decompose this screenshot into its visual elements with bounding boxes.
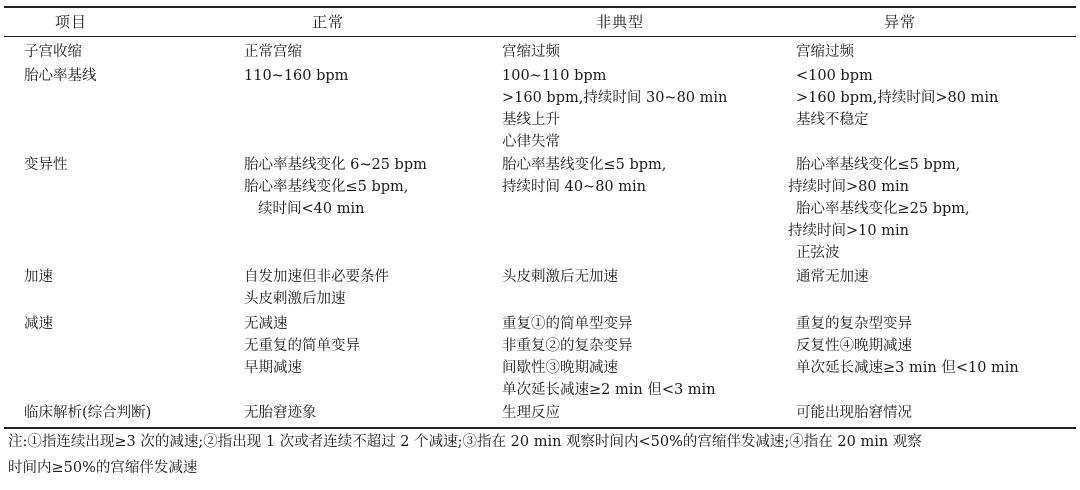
table-cell-abnormal-row5-line1: 重复的复杂型变异: [796, 316, 912, 332]
table-cell-normal-row4-line1: 自发加速但非必要条件: [244, 269, 389, 285]
table-cell-abnormal-row4-line1: 通常无加速: [796, 269, 869, 285]
table-cell-atypical-row2-line3: 基线上升: [502, 112, 560, 128]
table-cell-normal-row5-line2: 无重复的简单变异: [244, 338, 360, 354]
table-cell-item-row4-line1: 加速: [24, 269, 53, 285]
footnote-line-1: 注:①指连续出现≥3 次的减速;②指出现 1 次或者连续不超过 2 个减速;③指在 20 min 观察时间内<50%的宫缩伴发减速;④指在 20 min 观察: [8, 434, 922, 450]
table-cell-atypical-row3-line1: 胎心率基线变化≤5 bpm,: [502, 157, 667, 173]
table-cell-atypical-row2-line1: 100~110 bpm: [502, 68, 607, 84]
table-cell-item-row3-line1: 变异性: [24, 157, 68, 173]
table-cell-abnormal-row2-line2: >160 bpm,持续时间>80 min: [796, 90, 999, 106]
table-top-rule: [4, 6, 1076, 8]
table-bottom-rule: [4, 427, 1076, 429]
table-cell-item-row5-line1: 减速: [24, 316, 53, 332]
table-cell-normal-row3-line2: 胎心率基线变化≤5 bpm,: [244, 179, 409, 195]
table-cell-abnormal-row2-line1: <100 bpm: [796, 68, 873, 84]
table-cell-atypical-row2-line2: >160 bpm,持续时间 30~80 min: [502, 90, 728, 106]
table-header-rule: [4, 36, 1076, 37]
table-cell-atypical-row6-line1: 生理反应: [502, 405, 560, 421]
table-cell-normal-row3-line1: 胎心率基线变化 6~25 bpm: [244, 157, 427, 173]
table-cell-atypical-row5-line4: 单次延长减速≥2 min 但<3 min: [502, 382, 716, 398]
table-cell-atypical-row4-line1: 头皮刺激后无加速: [502, 269, 618, 285]
table-cell-atypical-row5-line3: 间歇性③晚期减速: [502, 360, 618, 376]
table-cell-abnormal-row3-line2: 持续时间>80 min: [788, 179, 909, 195]
column-header-item: 项目: [55, 13, 88, 31]
table-cell-abnormal-row3-line5: 正弦波: [796, 245, 840, 261]
table-cell-abnormal-row6-line1: 可能出现胎窘情况: [796, 405, 912, 421]
table-cell-normal-row6-line1: 无胎窘迹象: [244, 405, 317, 421]
table-cell-normal-row1-line1: 正常宫缩: [244, 44, 302, 60]
table-cell-normal-row2-line1: 110~160 bpm: [244, 68, 349, 84]
table-cell-abnormal-row3-line4: 持续时间>10 min: [788, 223, 909, 239]
table-cell-atypical-row1-line1: 宫缩过频: [502, 44, 560, 60]
column-header-normal: 正常: [312, 13, 345, 31]
table-cell-atypical-row3-line2: 持续时间 40~80 min: [502, 179, 646, 195]
table-cell-atypical-row5-line2: 非重复②的复杂变异: [502, 338, 633, 354]
column-header-atypical: 非典型: [596, 13, 645, 31]
table-cell-normal-row5-line3: 早期减速: [244, 360, 302, 376]
table-cell-abnormal-row1-line1: 宫缩过频: [796, 44, 854, 60]
table-cell-item-row6-line1: 临床解析(综合判断): [24, 405, 152, 421]
table-cell-atypical-row5-line1: 重复①的简单型变异: [502, 316, 633, 332]
footnote-line-2: 时间内≥50%的宫缩伴发减速: [8, 460, 198, 476]
table-cell-abnormal-row5-line2: 反复性④晚期减速: [796, 338, 912, 354]
table-cell-abnormal-row3-line3: 胎心率基线变化≥25 bpm,: [796, 201, 970, 217]
table-cell-item-row2-line1: 胎心率基线: [24, 68, 97, 84]
table-cell-item-row1-line1: 子宫收缩: [24, 44, 82, 60]
table-cell-normal-row3-line3: 续时间<40 min: [258, 201, 365, 217]
table-cell-normal-row5-line1: 无减速: [244, 316, 288, 332]
column-header-abnormal: 异常: [884, 13, 917, 31]
table-cell-atypical-row2-line4: 心律失常: [502, 134, 560, 150]
table-cell-abnormal-row5-line3: 单次延长减速≥3 min 但<10 min: [796, 360, 1019, 376]
table-cell-normal-row4-line2: 头皮刺激后加速: [244, 291, 346, 307]
table-cell-abnormal-row3-line1: 胎心率基线变化≤5 bpm,: [796, 157, 961, 173]
table-cell-abnormal-row2-line3: 基线不稳定: [796, 112, 869, 128]
